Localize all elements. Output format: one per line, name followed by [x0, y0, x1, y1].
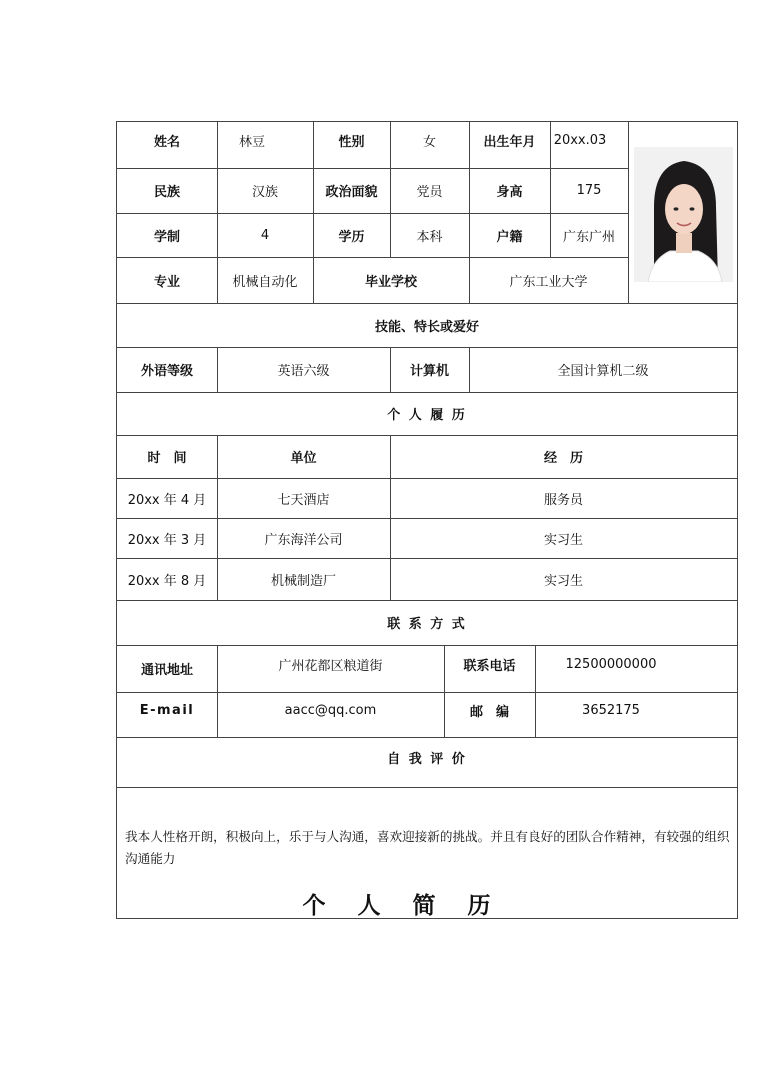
email-label: E-mail	[139, 702, 195, 718]
political-label: 政治面貌	[325, 185, 378, 200]
height-label: 身高	[496, 185, 523, 200]
history-title: 个 人 履 历	[387, 408, 467, 423]
history-row-experience: 实习生	[543, 573, 583, 589]
name-value: 林豆	[238, 134, 265, 150]
portrait-image	[634, 147, 733, 282]
history-row-time: 20xx 年 8 月	[127, 573, 207, 589]
history-row-time: 20xx 年 3 月	[127, 532, 207, 548]
hukou-label: 户籍	[496, 229, 523, 245]
address-label: 通讯地址	[140, 663, 193, 678]
gender-label: 性别	[338, 134, 365, 150]
hukou-value: 广东广州	[562, 229, 615, 245]
skills-title: 技能、特长或爱好	[374, 319, 479, 335]
phone-value: 12500000000	[565, 657, 657, 672]
birth-label: 出生年月	[483, 134, 536, 150]
years-value: 4	[260, 227, 270, 243]
address-value: 广州花都区粮道街	[278, 659, 383, 674]
computer-label: 计算机	[409, 364, 449, 379]
birth-value: 20xx.03	[553, 132, 607, 148]
name-label: 姓名	[153, 134, 180, 150]
document-title: 个 人 简 历	[302, 893, 503, 919]
years-label: 学制	[153, 229, 180, 245]
gender-value: 女	[422, 134, 436, 150]
history-row-time: 20xx 年 4 月	[127, 492, 207, 508]
school-value: 广东工业大学	[509, 274, 588, 290]
evaluation-text: 我本人性格开朗，积极向上，乐于与人沟通，喜欢迎接新的挑战。并且有良好的团队合作精神，有较强的组织沟通能力	[125, 829, 730, 866]
language-value: 英语六级	[277, 364, 330, 379]
email-value: aacc@qq.com	[284, 702, 377, 718]
history-row-unit: 七天酒店	[277, 492, 330, 508]
resume-table	[116, 121, 738, 919]
degree-value: 本科	[416, 229, 443, 245]
ethnicity-label: 民族	[153, 185, 180, 200]
major-label: 专业	[153, 274, 180, 290]
history-header-unit: 单位	[290, 451, 317, 466]
phone-label: 联系电话	[463, 659, 516, 674]
ethnicity-value: 汉族	[251, 185, 278, 200]
history-header-time: 时 间	[147, 451, 187, 466]
degree-label: 学历	[338, 229, 365, 245]
history-row-unit: 广东海洋公司	[264, 532, 343, 548]
history-row-unit: 机械制造厂	[270, 573, 336, 589]
contact-title: 联 系 方 式	[387, 617, 467, 632]
evaluation-title: 自 我 评 价	[387, 751, 467, 767]
computer-value: 全国计算机二级	[557, 364, 649, 379]
history-row-experience: 服务员	[543, 492, 583, 508]
profile-photo	[634, 147, 733, 282]
political-value: 党员	[416, 185, 443, 200]
school-label: 毕业学校	[364, 274, 417, 290]
height-value: 175	[576, 183, 602, 198]
history-header-experience: 经 历	[543, 451, 583, 466]
language-label: 外语等级	[140, 364, 193, 379]
major-value: 机械自动化	[232, 274, 298, 290]
postcode-label: 邮 编	[469, 704, 509, 720]
history-row-experience: 实习生	[543, 532, 583, 548]
postcode-value: 3652175	[582, 702, 640, 718]
